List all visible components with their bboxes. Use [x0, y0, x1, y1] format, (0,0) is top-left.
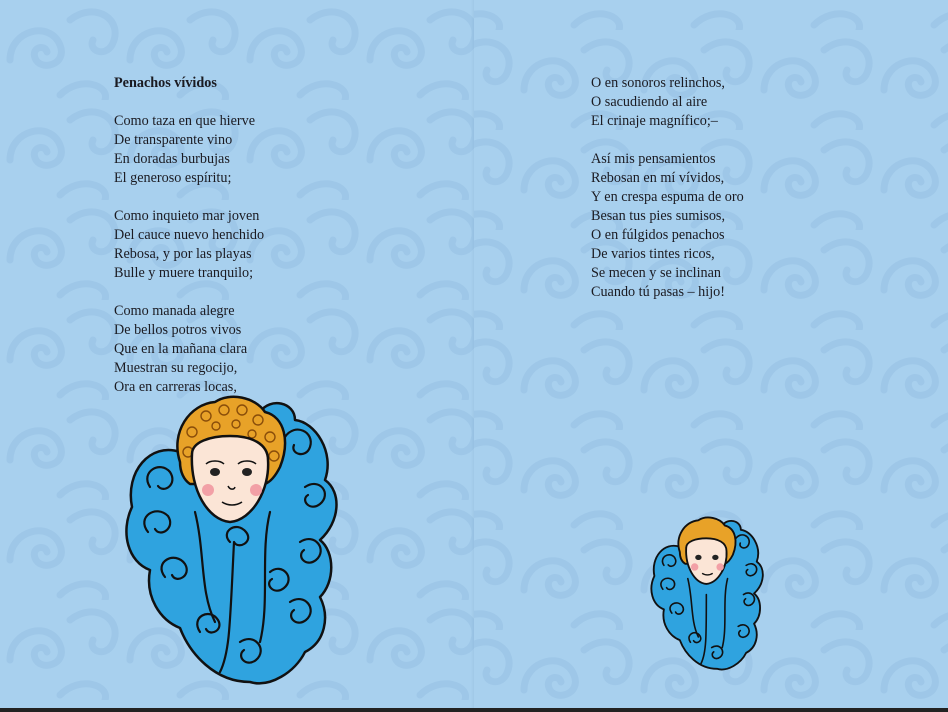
verse-line: O en sonoros relinchos, [591, 75, 725, 91]
poem-left-column [114, 74, 264, 416]
verse-line: Que en la mañana clara [114, 341, 248, 357]
verse-line: De transparente vino [114, 132, 233, 148]
verse-line: Del cauce nuevo henchido [114, 227, 265, 243]
verse-line: En doradas burbujas [114, 151, 230, 167]
verse-line: Y en crespa espuma de oro [591, 189, 744, 205]
verse-line: O en fúlgidos penachos [591, 227, 725, 243]
verse-line: Como inquieto mar joven [114, 208, 260, 224]
verse-line: Se mecen y se inclinan [591, 265, 722, 281]
poem-right-column [591, 74, 744, 321]
verse-line: Como taza en que hierve [114, 113, 256, 129]
verse-line: El crinaje magnífico;– [591, 113, 718, 129]
stanza-1 [114, 112, 264, 188]
stanza-4 [591, 74, 744, 131]
verse-line: Muestran su regocijo, [114, 360, 238, 376]
verse-line: Bulle y muere tranquilo; [114, 265, 254, 281]
verse-line: Rebosa, y por las playas [114, 246, 252, 262]
stanza-3 [114, 302, 264, 397]
verse-line: Besan tus pies sumisos, [591, 208, 725, 224]
verse-line: O sacudiendo al aire [591, 94, 708, 110]
verse-line: Rebosan en mí vívidos, [591, 170, 725, 186]
verse-line: Así mis pensamientos [591, 151, 716, 167]
verse-line: El generoso espíritu; [114, 170, 232, 186]
bottom-edge [0, 708, 948, 712]
stanza-5 [591, 150, 744, 302]
verse-line: De varios tintes ricos, [591, 246, 715, 262]
verse-line: De bellos potros vivos [114, 322, 242, 338]
poem-title: Penachos vívidos [114, 75, 217, 91]
verse-line: Ora en carreras locas, [114, 379, 237, 395]
stanza-2 [114, 207, 264, 283]
verse-line: Cuando tú pasas – hijo! [591, 284, 725, 300]
verse-line: Como manada alegre [114, 303, 235, 319]
child-in-cloud-illustration-large [120, 392, 350, 690]
child-in-cloud-illustration-small [648, 514, 770, 674]
right-page [474, 0, 948, 712]
